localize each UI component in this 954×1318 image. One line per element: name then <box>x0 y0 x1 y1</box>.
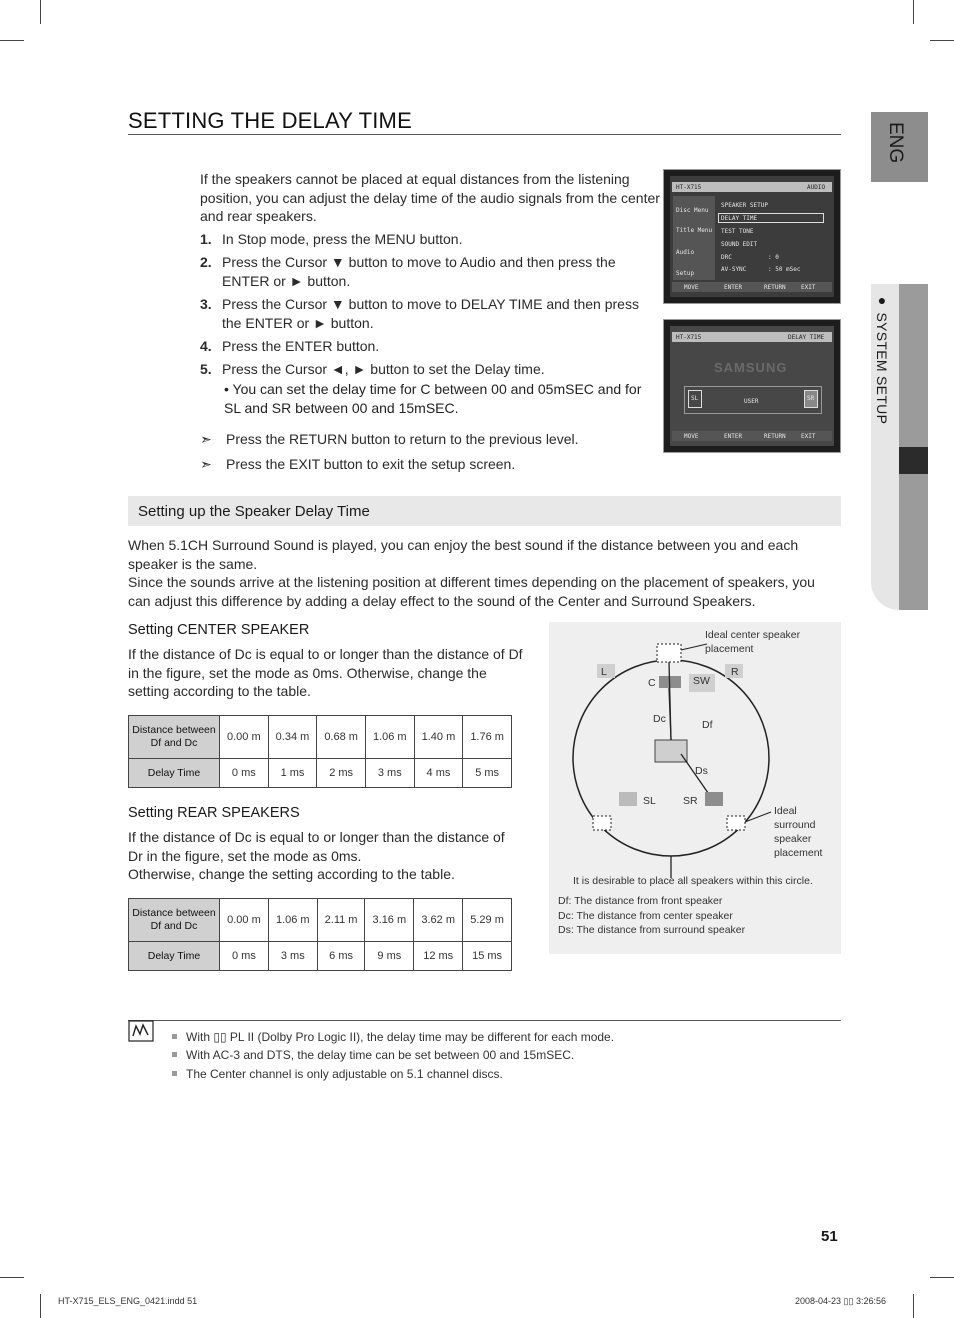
tip-line <box>200 456 515 473</box>
crop-mark <box>913 1294 914 1318</box>
screen-footer-item: EXIT <box>801 433 816 440</box>
rear-speakers-heading: Setting REAR SPEAKERS <box>128 805 300 821</box>
surround-left-label: SL <box>643 795 656 807</box>
chapter-label: ● SYSTEM SETUP <box>874 292 890 425</box>
table-cell: 0.68 m <box>317 716 366 759</box>
surround-left-speaker <box>619 792 637 806</box>
table-row <box>129 716 512 759</box>
step-number: 3. <box>200 296 212 312</box>
speaker-sr-label: SR <box>807 395 815 402</box>
tip-text: Press the EXIT button to exit the setup screen. <box>226 456 516 472</box>
ds-label: Ds <box>695 765 708 777</box>
screen-header-title: DELAY TIME <box>788 334 825 341</box>
screen-option-label: DRC <box>721 254 732 261</box>
crop-mark <box>0 1277 24 1278</box>
legend-item: Dc: The distance from center speaker <box>558 910 733 922</box>
section-heading: Setting up the Speaker Delay Time <box>138 503 370 520</box>
table-cell: 5 ms <box>463 759 512 788</box>
table-row-header: Delay Time <box>129 942 220 971</box>
screen-footer-item: RETURN <box>764 433 786 440</box>
screen-menu-item: Disc Menu <box>676 207 709 214</box>
notes-divider <box>128 1020 841 1021</box>
square-bullet-icon <box>172 1071 177 1076</box>
table-cell: 0 ms <box>220 942 269 971</box>
note-item <box>172 1067 503 1081</box>
language-tab-label: ENG <box>885 122 906 164</box>
crop-mark <box>40 0 41 24</box>
tip-text: Press the RETURN button to return to the previous level. <box>226 431 579 447</box>
square-bullet-icon <box>172 1034 177 1039</box>
note-icon <box>128 1020 154 1042</box>
table-cell: 1.40 m <box>414 716 463 759</box>
screen-menu-item: Audio <box>676 249 695 256</box>
note-text: With ▯▯ PL II (Dolby Pro Logic II), the delay time may be different for each mode. <box>186 1030 615 1044</box>
crop-mark <box>930 40 954 41</box>
table-cell: 3 ms <box>268 942 317 971</box>
center-speaker-heading: Setting CENTER SPEAKER <box>128 622 310 638</box>
table-cell: 5.29 m <box>463 899 512 942</box>
print-footer-timestamp: 2008-04-23 ▯▯ 3:26:56 <box>795 1296 886 1306</box>
table-row-header: Distance between Df and Dc <box>129 716 220 759</box>
table-cell: 15 ms <box>463 942 512 971</box>
note-text: With AC-3 and DTS, the delay time can be set between 00 and 15mSEC. <box>186 1048 575 1062</box>
ideal-center-box <box>657 644 681 662</box>
samsung-logo: SAMSUNG <box>714 360 788 375</box>
center-speaker-text: If the distance of Dc is equal to or longer than the distance of Df in the figure, set the mode as 0ms. Otherwise, change the setting according to the table. <box>128 646 523 700</box>
screen-option-label: DELAY TIME <box>721 215 758 222</box>
step-number: 5. <box>200 361 212 377</box>
screen-footer-item: MOVE <box>684 433 699 440</box>
step-number: 4. <box>200 338 212 354</box>
rear-paragraph: If the distance of Dc is equal to or longer than the distance of Dr in the figure, set the mode as 0ms. <box>128 829 505 864</box>
section-paragraph: Since the sounds arrive at the listening position at different times depending on the placement of speakers, you can adjust this difference by adding a delay effect to the sound of the Center and Surround Speakers. <box>128 574 815 609</box>
screen-header-title: AUDIO <box>807 184 826 191</box>
step-text: In Stop mode, press the MENU button. <box>222 231 463 247</box>
arrow-icon: ➣ <box>200 431 212 447</box>
table-cell: 2.11 m <box>317 899 365 942</box>
step-bullet: • You can set the delay time for C between 00 and 05mSEC and for SL and SR between 00 and 15mSEC. <box>224 381 642 416</box>
dc-label: Dc <box>653 713 666 725</box>
crop-mark <box>40 1294 41 1318</box>
step-text: Press the Cursor ▼ button to move to Audio and then press the ENTER or ► button. <box>222 254 616 289</box>
crop-mark <box>930 1277 954 1278</box>
table-cell: 4 ms <box>414 759 463 788</box>
step-text: Press the Cursor ◄, ► button to set the Delay time. <box>222 361 545 377</box>
rear-paragraph: Otherwise, change the setting according to the table. <box>128 866 455 883</box>
table-cell: 0 ms <box>220 759 269 788</box>
print-footer-file: HT-X715_ELS_ENG_0421.indd 51 <box>58 1296 198 1306</box>
delay-time-screenshot <box>663 319 841 453</box>
screen-option-label: SOUND EDIT <box>721 241 758 248</box>
screen-menu-item: Title Menu <box>676 227 713 234</box>
intro-paragraph: If the speakers cannot be placed at equal distances from the listening position, you can adjust the delay time of the audio signals from the center and rear speakers. <box>200 171 660 225</box>
step-text: Press the Cursor ▼ button to move to DELAY TIME and then press the ENTER or ► button. <box>222 296 639 331</box>
rear-delay-table <box>128 898 512 971</box>
crop-mark <box>0 40 24 41</box>
screen-option-label: AV-SYNC <box>721 266 747 273</box>
table-cell: 1.06 m <box>365 716 414 759</box>
screen-footer-item: MOVE <box>684 284 699 291</box>
arrow-icon: ➣ <box>200 456 212 472</box>
audio-menu-screenshot <box>663 169 841 304</box>
screen-option-value: : 0 <box>768 254 779 261</box>
speaker-sl-label: SL <box>691 395 699 402</box>
page-title: SETTING THE DELAY TIME <box>128 108 412 133</box>
table-cell: 0.34 m <box>268 716 317 759</box>
circle-note: It is desirable to place all speakers within this circle. <box>573 875 813 887</box>
listener-label: USER <box>744 398 759 405</box>
screen-option-value: : 50 mSec <box>768 266 801 273</box>
subwoofer-label: SW <box>693 675 710 687</box>
table-row-header: Delay Time <box>129 759 220 788</box>
note-item <box>172 1048 574 1062</box>
table-cell: 2 ms <box>317 759 366 788</box>
screen-option-label: TEST TONE <box>721 228 754 235</box>
table-cell: 1.06 m <box>268 899 317 942</box>
rear-speakers-text <box>128 828 523 884</box>
front-right-label: R <box>731 666 739 678</box>
table-cell: 0.00 m <box>220 899 269 942</box>
center-label: C <box>648 677 656 689</box>
ideal-surround-left-box <box>593 816 611 830</box>
table-row <box>129 942 512 971</box>
speaker-placement-diagram <box>549 622 841 954</box>
note-item <box>172 1030 614 1044</box>
table-cell: 6 ms <box>317 942 365 971</box>
table-row <box>129 759 512 788</box>
ideal-surround-label: Ideal surround speaker placement <box>774 805 823 859</box>
legend-item: Df: The distance from front speaker <box>558 895 723 907</box>
section-intro <box>128 536 840 610</box>
square-bullet-icon <box>172 1052 177 1057</box>
screen-brand: HT-X715 <box>676 184 702 191</box>
df-label: Df <box>702 719 713 731</box>
surround-right-label: SR <box>683 795 698 807</box>
note-text: The Center channel is only adjustable on 5.1 channel discs. <box>186 1067 503 1081</box>
table-cell: 0.00 m <box>220 716 269 759</box>
ideal-center-pointer <box>681 644 707 650</box>
screen-option-label: SPEAKER SETUP <box>721 202 768 209</box>
center-delay-table <box>128 715 512 788</box>
table-cell: 12 ms <box>414 942 463 971</box>
listener-seat <box>655 740 687 762</box>
ideal-surround-right-box <box>727 816 745 830</box>
table-row <box>129 899 512 942</box>
table-cell: 3.62 m <box>414 899 463 942</box>
table-cell: 1 ms <box>268 759 317 788</box>
legend-item: Ds: The distance from surround speaker <box>558 924 746 936</box>
table-cell: 9 ms <box>365 942 414 971</box>
title-divider <box>128 134 841 135</box>
page-number: 51 <box>821 1228 838 1245</box>
screen-footer-item: EXIT <box>801 284 816 291</box>
surround-right-speaker <box>705 792 723 806</box>
ideal-center-label: Ideal center speaker placement <box>705 629 801 655</box>
step-number: 1. <box>200 231 212 247</box>
chapter-position-marker <box>899 447 928 474</box>
front-left-label: L <box>601 666 607 678</box>
section-paragraph: When 5.1CH Surround Sound is played, you can enjoy the best sound if the distance between you and each speaker is the same. <box>128 537 799 572</box>
screen-brand: HT-X715 <box>676 334 702 341</box>
table-cell: 1.76 m <box>463 716 512 759</box>
step-number: 2. <box>200 254 212 270</box>
screen-footer-item: RETURN <box>764 284 786 291</box>
table-cell: 3 ms <box>365 759 414 788</box>
crop-mark <box>913 0 914 24</box>
screen-footer-item: ENTER <box>724 433 743 440</box>
screen-menu-item: Setup <box>676 270 695 277</box>
tip-line <box>200 431 579 448</box>
table-cell: 3.16 m <box>365 899 414 942</box>
table-row-header: Distance between Df and Dc <box>129 899 220 942</box>
screen-footer-item: ENTER <box>724 284 743 291</box>
step-text: Press the ENTER button. <box>222 338 380 354</box>
